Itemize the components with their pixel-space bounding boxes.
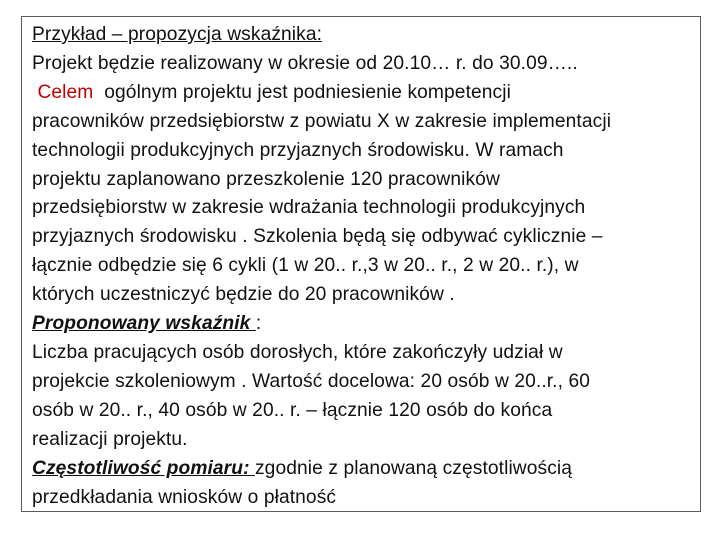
indicator-line — [32, 310, 704, 339]
body-line: przedkładania wniosków o płatność — [32, 486, 337, 508]
slide-text-block — [32, 21, 704, 512]
goal-keyword: Celem — [37, 81, 94, 103]
body-line: pracowników przedsiębiorstw z powiatu X w zakresie implementacji — [32, 110, 612, 132]
body-line: osób w 20.. r., 40 osób w 20.. r. – łącznie 120 osób do końca — [32, 399, 553, 421]
indicator-label: Proponowany wskaźnik — [32, 313, 256, 335]
body-line: projektu zaplanowano przeszkolenie 120 pracowników — [32, 168, 500, 190]
goal-line — [32, 79, 704, 108]
body-line: przyjaznych środowisku . Szkolenia będą się odbywać cyklicznie – — [32, 226, 603, 248]
frequency-line — [32, 455, 704, 484]
body-line: łącznie odbędzie się 6 cykli (1 w 20.. r.,3 w 20.. r., 2 w 20.. r.), w — [32, 255, 579, 277]
indicator-colon: : — [255, 313, 262, 335]
slide-heading: Przykład – propozycja wskaźnika: — [32, 24, 323, 45]
body-line: przedsiębiorstw w zakresie wdrażania technologii produkcyjnych — [32, 197, 586, 219]
body-line: Liczba pracujących osób dorosłych, które zakończyły udział w — [32, 341, 563, 363]
body-line: projekcie szkoleniowym . Wartość docelowa: 20 osób w 20..r., 60 — [32, 370, 591, 392]
goal-line-rest: ogólnym projektu jest podniesienie kompetencji — [93, 81, 511, 103]
frequency-text: zgodnie z planowaną częstotliwością — [254, 457, 573, 479]
project-period-line: Projekt będzie realizowany w okresie od 20.10… r. do 30.09….. — [32, 52, 578, 74]
frequency-label: Częstotliwość pomiaru: — [32, 457, 255, 479]
body-line: technologii produkcyjnych przyjaznych środowisku. W ramach — [32, 139, 564, 161]
body-line: realizacji projektu. — [32, 428, 188, 450]
body-line: których uczestniczyć będzie do 20 pracowników . — [32, 284, 455, 306]
